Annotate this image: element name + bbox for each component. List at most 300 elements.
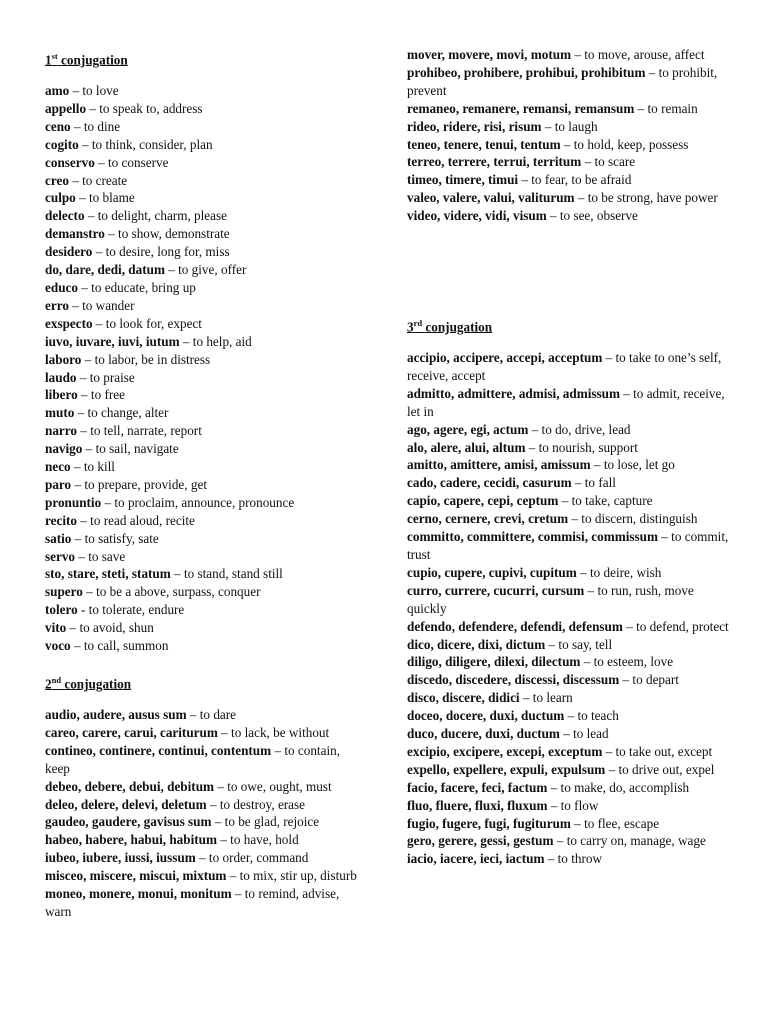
entry-separator: - [77,602,89,618]
entry-separator: – [271,742,285,758]
latin-term: diligo, diligere, dilexi, dilectum [407,654,581,670]
vocab-entry [407,439,729,457]
vocab-entry [45,100,365,118]
entry-separator: – [528,421,542,437]
english-definition: to admit, receive, let in [407,385,725,419]
vocab-entry [45,476,365,494]
english-definition: to be strong, have power [587,190,718,206]
vocab-entry [407,636,729,654]
vocab-entry [45,404,365,422]
english-definition: to praise [89,369,135,385]
vocab-entry [45,458,365,476]
english-definition: to take out, except [615,743,713,759]
english-definition: to learn [532,690,573,706]
vocab-entry [407,492,729,510]
vocab-entry [45,333,365,351]
latin-term: defendo, defendere, defendi, defensum [407,618,623,634]
english-definition: to show, demonstrate [118,226,230,242]
english-definition: to move, arouse, affect [584,47,705,62]
vocab-entry [407,456,729,474]
entry-separator: – [74,405,88,421]
english-definition: to take to one’s self, receive, accept [407,350,722,383]
latin-term: remaneo, remanere, remansi, remansum [407,100,635,116]
vocab-entry [407,707,729,725]
latin-term: supero [45,584,83,600]
english-definition: to do, drive, lead [541,421,631,437]
entry-separator: – [82,441,96,457]
english-definition: to lose, let go [603,457,675,473]
english-definition: to educate, bring up [91,279,196,295]
latin-term: video, videre, vidi, visum [407,208,547,224]
entry-separator: – [525,439,539,455]
latin-term: deleo, delere, delevi, deletum [45,796,207,812]
vocab-entry [407,832,729,850]
entry-separator: – [590,457,604,473]
entry-separator: – [560,136,574,152]
english-definition: to take, capture [571,493,653,509]
latin-term: facio, facere, feci, factum [407,779,548,795]
latin-term: audio, audere, ausus sum [45,707,187,722]
english-definition: to wander [82,297,135,313]
vocab-entry [407,671,729,689]
entry-separator: – [195,850,209,866]
latin-term: gero, gerere, gessi, gestum [407,833,554,849]
entry-separator: – [559,726,574,742]
vocab-entry [45,724,365,742]
latin-term: iacio, iacere, ieci, iactum [407,851,545,867]
entry-separator: – [71,530,85,546]
entry-separator: – [82,584,97,600]
vocab-entry [45,422,365,440]
third-conjugation-heading: 3rd conjugation [407,318,493,335]
entry-separator: – [547,779,561,795]
vocab-entry [45,742,365,778]
entry-separator: – [519,690,533,706]
latin-term: amo [45,83,70,98]
entry-separator: – [66,620,80,636]
english-definition: to change, alter [87,405,169,421]
english-definition: to flow [560,797,599,813]
english-definition: to love [82,83,119,98]
english-definition: to remind, advise, warn [45,886,340,919]
vocab-entry [407,100,729,118]
entry-separator: – [76,369,90,385]
english-definition: to prepare, provide, get [84,476,207,492]
english-definition: to owe, ought, must [227,778,332,794]
entry-separator: – [571,475,585,491]
english-definition: to say, tell [558,636,613,652]
latin-term: fluo, fluere, fluxi, fluxum [407,797,548,813]
entry-separator: – [541,118,555,134]
english-definition: to dare [199,707,237,722]
latin-term: misceo, miscere, miscui, mixtum [45,868,227,884]
vocab-entry [45,706,365,724]
vocab-entry [407,385,729,421]
vocab-entry [45,297,365,315]
english-definition: to call, summon [83,638,169,654]
vocab-entry [407,421,729,439]
latin-term: servo [45,548,76,564]
vocab-entry [45,207,365,225]
english-definition: to lead [573,726,609,742]
latin-term: disco, discere, didici [407,690,520,706]
latin-term: curro, currere, cucurri, cursum [407,582,585,598]
entry-separator: – [104,226,119,242]
english-definition: to proclaim, announce, pronounce [114,494,295,510]
entry-separator: – [622,618,637,634]
entry-separator: – [571,47,585,62]
english-definition: to tell, narrate, report [90,423,202,439]
vocab-entry [45,867,365,885]
vocab-entry [45,315,365,333]
entry-separator: – [580,654,594,670]
vocab-entry [407,725,729,743]
entry-separator: – [164,262,179,278]
vocab-entry [407,474,729,492]
latin-term: expello, expellere, expuli, expulsum [407,761,606,777]
vocab-entry [45,154,365,172]
entry-separator: – [231,886,245,902]
english-definition: to avoid, shun [79,620,154,636]
english-definition: to prohibit, prevent [407,64,718,98]
latin-term: accipio, accipere, accepi, acceptum [407,350,603,365]
english-definition: to teach [577,708,619,724]
entry-separator: – [602,743,616,759]
entry-separator: – [81,351,95,367]
vocab-entry [407,46,729,64]
entry-separator: – [619,385,634,401]
vocab-entry [45,548,365,566]
latin-term: navigo [45,441,83,457]
vocab-entry [407,528,729,564]
entry-separator: – [68,297,83,313]
entry-separator: – [78,136,92,152]
vocab-entry [45,530,365,548]
entry-separator: – [170,566,184,582]
latin-term: delecto [45,208,85,224]
english-definition: to kill [83,459,115,475]
entry-separator: – [584,582,598,598]
latin-term: recito [45,512,77,528]
entry-separator: – [605,761,619,777]
english-definition: to defend, protect [636,618,729,634]
entry-separator: – [568,511,582,527]
english-definition: to delight, charm, please [97,208,228,224]
entry-separator: – [214,778,228,794]
third-conjugation-list [407,349,729,868]
latin-term: tolero [45,602,78,618]
english-definition: to conserve [108,154,169,170]
english-definition: to see, observe [559,208,638,224]
vocab-entry [45,813,365,831]
latin-term: laudo [45,369,77,385]
vocab-entry [407,743,729,761]
english-definition: to esteem, love [593,654,674,670]
vocab-entry [45,172,365,190]
vocab-entry [407,779,729,797]
vocab-entry [45,386,365,404]
english-definition: to fear, to be afraid [531,172,632,188]
vocab-entry [45,243,365,261]
english-definition: to fall [584,475,616,491]
english-definition: to create [82,172,128,188]
entry-separator: – [70,118,84,134]
latin-term: culpo [45,190,76,206]
latin-term: fugio, fugere, fugi, fugiturum [407,815,571,831]
vocab-entry [45,565,365,583]
entry-separator: – [211,814,225,830]
vocab-entry [407,207,729,225]
entry-separator: – [544,851,558,867]
latin-term: cupio, cupere, cupivi, cupitum [407,564,577,580]
vocab-entry [407,850,729,868]
vocab-entry [45,831,365,849]
vocab-entry [45,225,365,243]
entry-separator: – [92,244,106,260]
latin-term: cerno, cernere, crevi, cretum [407,511,569,527]
latin-term: debeo, debere, debui, debitum [45,778,215,794]
entry-separator: – [645,64,659,80]
latin-term: laboro [45,351,82,367]
entry-separator: – [576,564,590,580]
latin-term: rideo, ridere, risi, risum [407,118,542,134]
english-definition: to desire, long for, miss [105,244,230,260]
vocab-entry [45,369,365,387]
entry-separator: – [602,350,616,365]
latin-term: ceno [45,118,71,134]
english-definition: to throw [557,851,602,867]
vocab-entry [45,118,365,136]
first-conjugation-heading: 1st conjugation [45,51,128,68]
latin-term: pronuntio [45,494,102,510]
entry-separator: – [92,315,106,331]
english-definition: to flee, escape [584,815,660,831]
english-definition: to give, offer [178,262,247,278]
latin-term: dico, dicere, dixi, dictum [407,636,546,652]
entry-separator: – [94,154,108,170]
entry-separator: – [657,529,672,545]
entry-separator: – [206,796,220,812]
vocab-entry [45,82,365,100]
vocab-entry [407,153,729,171]
latin-term: careo, carere, carui, cariturum [45,724,218,740]
latin-term: teneo, tenere, tenui, tentum [407,136,561,152]
entry-separator: – [547,797,561,813]
english-definition: to commit, trust [407,529,729,562]
english-definition: to speak to, address [99,100,203,116]
english-definition: to contain, keep [45,742,340,776]
latin-term: educo [45,279,78,295]
entry-separator: – [574,190,588,206]
vocab-entry [407,815,729,833]
latin-term: exspecto [45,315,93,331]
entry-separator: – [217,724,232,740]
english-definition: to have, hold [230,832,299,848]
entry-separator: – [179,333,193,349]
vocab-entry [45,885,365,921]
entry-separator: – [546,208,560,224]
latin-term: desidero [45,244,93,260]
vocab-entry [45,136,365,154]
second-conjugation-list-part-2 [407,46,729,225]
english-definition: to save [88,548,126,564]
entry-separator: – [226,868,240,884]
vocab-entry [45,637,365,655]
latin-term: valeo, valere, valui, valiturum [407,190,575,206]
vocab-entry [407,510,729,528]
latin-term: capio, capere, cepi, ceptum [407,493,559,509]
latin-term: paro [45,476,72,492]
english-definition: to free [90,387,125,403]
latin-term: vito [45,620,67,636]
vocab-entry [407,136,729,154]
entry-separator: – [581,154,595,170]
entry-separator: – [75,190,89,206]
vocab-entry [407,582,729,618]
latin-term: iubeo, iubere, iussi, iussum [45,850,196,866]
latin-term: voco [45,638,71,654]
second-conjugation-list-part-1 [45,706,365,921]
english-definition: to lack, be without [231,724,330,740]
entry-separator: – [71,476,85,492]
english-definition: to labor, be in distress [94,351,211,367]
latin-term: terreo, terrere, terrui, territum [407,154,582,170]
english-definition: to be a above, surpass, conquer [96,584,261,600]
english-definition: to stand, stand still [183,566,283,582]
latin-term: mover, movere, movi, motum [407,47,572,62]
english-definition: to scare [594,154,636,170]
vocab-entry [407,618,729,636]
english-definition: to blame [88,190,135,206]
english-definition: to read aloud, recite [90,512,195,528]
latin-term: cado, cadere, cecidi, casurum [407,475,572,491]
latin-term: timeo, timere, timui [407,172,519,188]
english-definition: to nourish, support [538,439,638,455]
latin-term: conservo [45,154,95,170]
vocab-entry [407,64,729,100]
english-definition: to depart [632,672,679,688]
entry-separator: – [75,548,89,564]
english-definition: to mix, stir up, disturb [239,868,357,884]
first-conjugation-list [45,82,365,655]
latin-term: habeo, habere, habui, habitum [45,832,217,848]
entry-separator: – [634,100,648,116]
second-conjugation-heading: 2nd conjugation [45,675,132,692]
english-definition: to help, aid [192,333,252,349]
vocab-entry [45,512,365,530]
latin-term: neco [45,459,71,475]
latin-term: alo, alere, alui, altum [407,439,526,455]
vocab-entry [407,171,729,189]
latin-term: amitto, amittere, amisi, amissum [407,457,591,473]
latin-term: admitto, admittere, admisi, admissum [407,385,620,401]
entry-separator: – [76,512,91,528]
latin-term: iuvo, iuvare, iuvi, iutum [45,333,180,349]
vocab-entry [45,440,365,458]
vocab-entry [45,261,365,279]
latin-term: do, dare, dedi, datum [45,262,165,278]
english-definition: to order, command [208,850,309,866]
entry-separator: – [77,423,91,439]
english-definition: to carry on, manage, wage [566,833,706,849]
vocab-entry [45,778,365,796]
latin-term: contineo, continere, continui, contentum [45,742,272,758]
entry-separator: – [518,172,532,188]
entry-separator: – [70,638,84,654]
entry-separator: – [570,815,585,831]
latin-term: erro [45,297,69,313]
latin-term: ago, agere, egi, actum [407,421,529,437]
latin-term: prohibeo, prohibere, prohibui, prohibitum [407,64,646,80]
latin-term: moneo, monere, monui, monitum [45,886,232,902]
entry-separator: – [553,833,567,849]
vocab-entry [407,189,729,207]
vocab-entry [45,849,365,867]
latin-term: excipio, excipere, excepi, exceptum [407,743,603,759]
latin-term: gaudeo, gaudere, gavisus sum [45,814,212,830]
latin-term: discedo, discedere, discessi, discessum [407,672,620,688]
english-definition: to remain [647,100,698,116]
latin-term: duco, ducere, duxi, ductum [407,726,560,742]
english-definition: to discern, distinguish [581,511,698,527]
entry-separator: – [70,459,84,475]
english-definition: to deire, wish [589,564,662,580]
entry-separator: – [101,494,115,510]
latin-term: doceo, docere, duxi, ductum [407,708,565,724]
english-definition: to sail, navigate [95,441,179,457]
entry-separator: – [564,708,578,724]
latin-term: satio [45,530,72,546]
latin-term: muto [45,405,75,421]
vocab-entry [45,583,365,601]
english-definition: to think, consider, plan [91,136,213,152]
latin-term: appello [45,100,87,116]
vocab-entry [407,761,729,779]
entry-separator: – [68,172,83,188]
vocab-entry [45,279,365,297]
english-definition: to hold, keep, possess [573,136,689,152]
vocab-entry [45,189,365,207]
vocab-entry [407,564,729,582]
english-definition: to laugh [554,118,598,134]
english-definition: to dine [83,118,121,134]
latin-term: committo, committere, commisi, commissum [407,529,658,545]
english-definition: to destroy, erase [219,796,306,812]
vocab-entry [407,689,729,707]
english-definition: to drive out, expel [618,761,715,777]
entry-separator: – [216,832,231,848]
vocab-entry [407,797,729,815]
vocab-entry [407,349,729,385]
english-definition: to satisfy, sate [84,530,159,546]
latin-term: narro [45,423,77,439]
latin-term: cogito [45,136,79,152]
english-definition: to be glad, rejoice [224,814,320,830]
vocab-entry [45,351,365,369]
english-definition: to tolerate, endure [88,602,185,618]
latin-term: libero [45,387,78,403]
entry-separator: – [619,672,633,688]
entry-separator: – [558,493,572,509]
vocab-entry [45,619,365,637]
entry-separator: – [186,707,200,722]
entry-separator: – [84,208,98,224]
entry-separator: – [69,83,83,98]
vocab-entry [407,118,729,136]
english-definition: to run, rush, move quickly [407,582,694,616]
entry-separator: – [77,279,92,295]
latin-term: demanstro [45,226,105,242]
